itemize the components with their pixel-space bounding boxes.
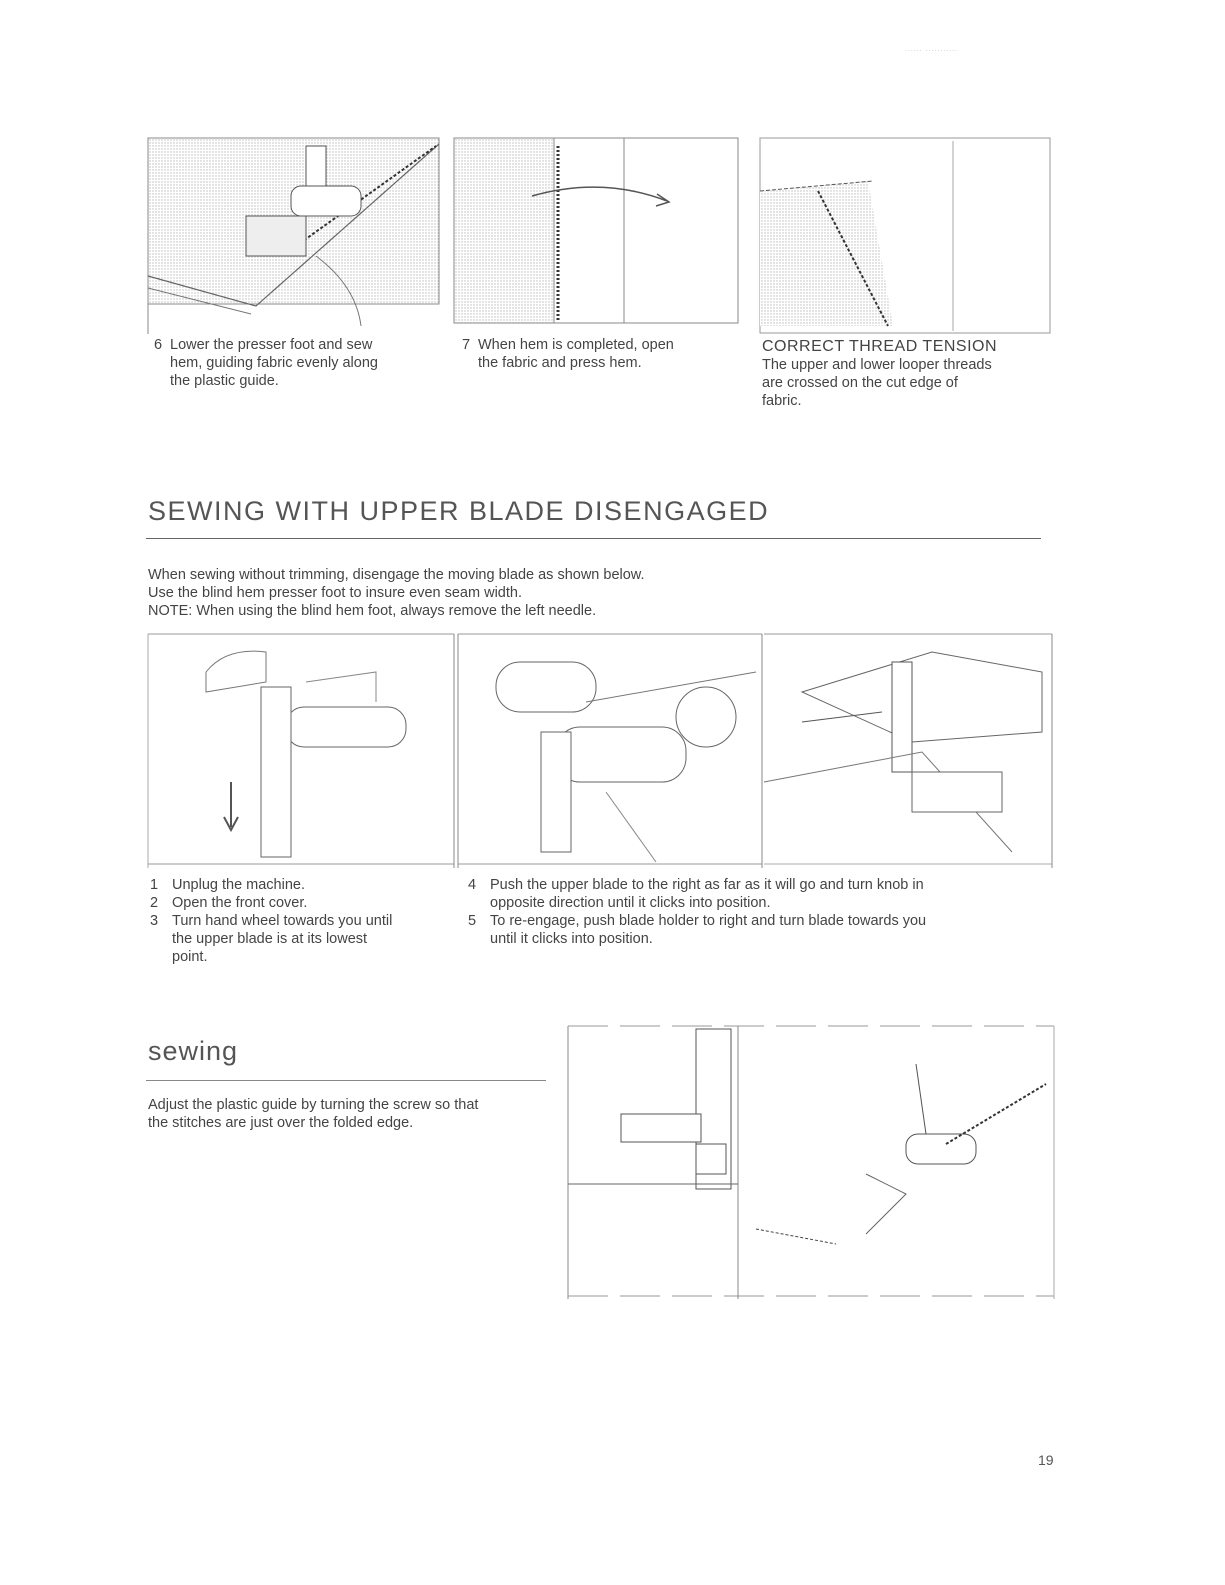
caption-line: are crossed on the cut edge of bbox=[762, 375, 958, 391]
section-heading-sewing: sewing bbox=[148, 1036, 239, 1066]
caption-line: Lower the presser foot and sew bbox=[170, 337, 373, 353]
step-line: Turn hand wheel towards you until bbox=[172, 913, 393, 929]
step-line: To re-engage, push blade holder to right and turn blade towards you bbox=[490, 913, 927, 929]
caption-step-7 bbox=[462, 336, 748, 372]
intro-line: When sewing without trimming, disengage the moving blade as shown below. bbox=[148, 567, 645, 583]
step-line: Unplug the machine. bbox=[172, 877, 305, 893]
section-heading-blade: SEWING WITH UPPER BLADE DISENGAGED bbox=[148, 496, 770, 526]
step-2 bbox=[150, 894, 450, 912]
caption-line: When hem is completed, open bbox=[478, 337, 674, 353]
header-marks: ...... ........... bbox=[905, 46, 959, 53]
thread-tension-title: CORRECT THREAD TENSION bbox=[762, 338, 998, 355]
intro-line: NOTE: When using the blind hem foot, always remove the left needle. bbox=[148, 603, 597, 619]
step-line: the upper blade is at its lowest bbox=[172, 931, 368, 947]
figure-push-blade bbox=[456, 632, 764, 870]
step-number: 1 bbox=[150, 877, 159, 893]
caption-line: fabric. bbox=[762, 393, 802, 409]
sewing-rule bbox=[146, 1080, 546, 1081]
intro-line: Use the blind hem presser foot to insure even seam width. bbox=[148, 585, 522, 601]
sewing-body bbox=[148, 1096, 478, 1132]
section-rule bbox=[146, 538, 1041, 539]
step-number: 4 bbox=[468, 877, 477, 893]
step-4 bbox=[468, 876, 1048, 912]
figure-thread-tension bbox=[758, 136, 1053, 336]
step-3 bbox=[150, 912, 450, 966]
step-number: 3 bbox=[150, 913, 159, 929]
step-number: 5 bbox=[468, 913, 477, 929]
sewing-line: Adjust the plastic guide by turning the screw so that bbox=[148, 1097, 479, 1113]
steps-left bbox=[150, 876, 450, 966]
step-line: Push the upper blade to the right as far as it will go and turn knob in bbox=[490, 877, 924, 893]
caption-line: The upper and lower looper threads bbox=[762, 357, 992, 373]
caption-step-6-number: 6 bbox=[154, 337, 163, 353]
figure-sewing-hem bbox=[146, 136, 441, 336]
intro-text bbox=[148, 566, 645, 620]
page-number: 19 bbox=[1038, 1452, 1054, 1468]
step-5 bbox=[468, 912, 1048, 948]
step-line: point. bbox=[172, 949, 208, 965]
figure-lower-blade bbox=[146, 632, 456, 870]
figure-reengage bbox=[762, 632, 1054, 870]
caption-step-7-number: 7 bbox=[462, 337, 471, 353]
step-line: Open the front cover. bbox=[172, 895, 308, 911]
step-line: opposite direction until it clicks into position. bbox=[490, 895, 771, 911]
step-number: 2 bbox=[150, 895, 159, 911]
step-line: until it clicks into position. bbox=[490, 931, 653, 947]
step-1 bbox=[150, 876, 450, 894]
caption-line: the plastic guide. bbox=[170, 373, 279, 389]
sewing-line: the stitches are just over the folded edge. bbox=[148, 1115, 414, 1131]
caption-thread-tension bbox=[762, 338, 1052, 410]
caption-step-6 bbox=[154, 336, 440, 390]
caption-line: hem, guiding fabric evenly along bbox=[170, 355, 378, 371]
figure-open-hem bbox=[452, 136, 742, 336]
figure-adjust-guide bbox=[566, 1024, 1056, 1304]
steps-right bbox=[468, 876, 1048, 948]
caption-line: the fabric and press hem. bbox=[478, 355, 642, 371]
